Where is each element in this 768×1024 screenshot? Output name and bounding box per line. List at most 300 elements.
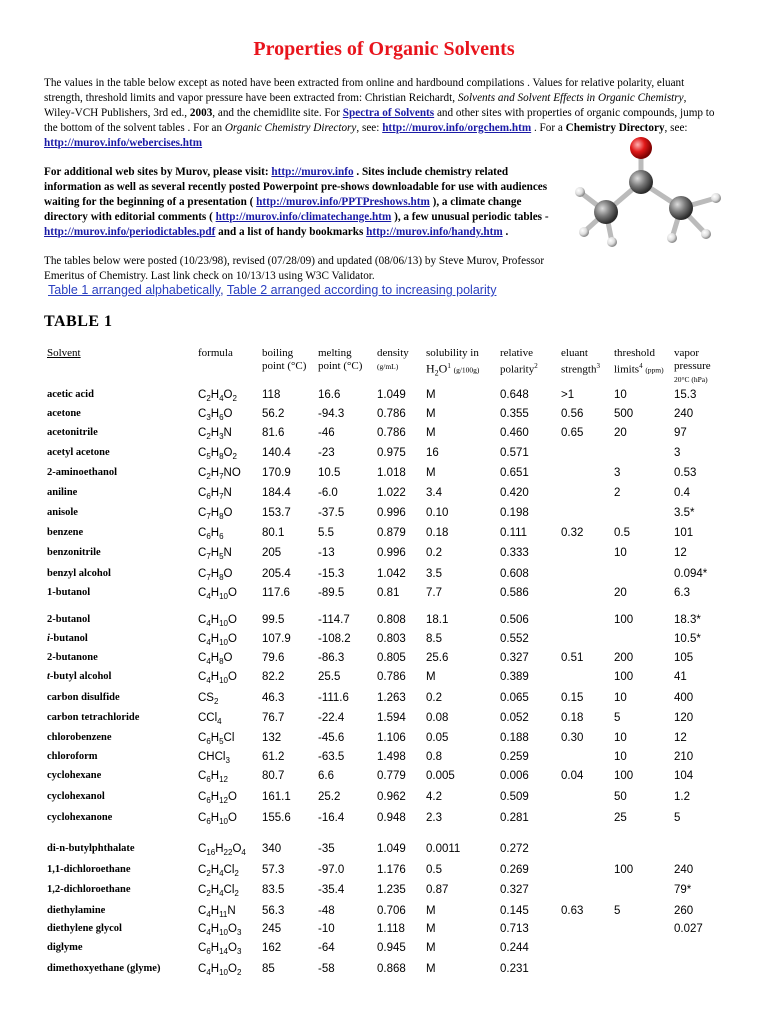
- cell-den: 1.235: [377, 884, 406, 896]
- cell-den: 0.786: [377, 427, 406, 439]
- cell-bp: 161.1: [262, 791, 291, 803]
- cell-elu: 0.32: [561, 527, 584, 539]
- header-vapor-line2: pressure: [674, 360, 711, 372]
- cell-thr: 10: [614, 732, 627, 744]
- periodic-tables-link[interactable]: http://murov.info/periodictables.pdf: [44, 226, 216, 238]
- intro-text-segment: and a list of handy bookmarks: [215, 226, 367, 238]
- table-row: [0, 487, 768, 505]
- cell-thr: 200: [614, 652, 634, 664]
- cell-den: 1.106: [377, 732, 406, 744]
- cell-bp: 118: [262, 389, 281, 401]
- table-title: TABLE 1: [44, 313, 113, 330]
- cell-formula: $C_2H_3N$: [198, 427, 232, 441]
- intro-text-segment: . Sites include chemistry related information as well as several recently posted Powerpoint pre-shows downloadable for use with audiences waiting for the beginning of a presentation (: [44, 166, 548, 208]
- table-row: [0, 905, 768, 923]
- intro-text-segment: , see:: [664, 122, 688, 134]
- header-solvent: Solvent: [47, 347, 81, 359]
- cell-formula: $C_6H_{14}O_3$: [198, 942, 242, 956]
- cell-name: benzyl alcohol: [47, 568, 111, 579]
- cell-bp: 205: [262, 547, 282, 559]
- table-row: [0, 467, 768, 485]
- cell-pol: 0.713: [500, 923, 529, 935]
- cell-formula: $C_7H_5N$: [198, 547, 232, 561]
- cell-vap: 240: [674, 408, 694, 420]
- header-density: [377, 347, 409, 373]
- cell-thr: 20: [614, 587, 627, 599]
- cell-formula: $C_{16}H_{22}O_4$: [198, 843, 246, 857]
- cell-mp: -22.4: [318, 712, 345, 724]
- cell-den: 1.022: [377, 487, 406, 499]
- cell-den: 0.879: [377, 527, 406, 539]
- cell-den: 0.779: [377, 770, 406, 782]
- table-row: [0, 843, 768, 861]
- cell-mp: -86.3: [318, 652, 345, 664]
- cell-formula: $C_4H_{10}O_3$: [198, 923, 242, 937]
- cell-den: 0.948: [377, 812, 406, 824]
- cell-den: 0.803: [377, 633, 406, 645]
- cell-vap: 15.3: [674, 389, 697, 401]
- cell-vap: 5: [674, 812, 681, 824]
- cell-formula: $CS_2$: [198, 692, 219, 706]
- table2-link[interactable]: Table 2 arranged according to increasing polarity: [226, 283, 497, 297]
- header-bp-line2: point (°C): [262, 360, 307, 372]
- cell-name: 1,1-dichloroethane: [47, 864, 131, 875]
- cell-den: 0.808: [377, 614, 406, 626]
- table-row: [0, 614, 768, 632]
- cell-pol: 0.259: [500, 751, 529, 763]
- book-year: 2003: [189, 107, 213, 119]
- cell-thr: 25: [614, 812, 627, 824]
- cell-mp: 10.5: [318, 467, 341, 479]
- cell-sol: 7.7: [426, 587, 442, 599]
- directory-label: Organic Chemistry Directory: [224, 122, 357, 134]
- cell-pol: 0.509: [500, 791, 529, 803]
- link-separator: ,: [220, 283, 227, 297]
- cell-thr: 3: [614, 467, 621, 479]
- cell-bp: 46.3: [262, 692, 285, 704]
- cell-vap: 240: [674, 864, 694, 876]
- cell-den: 1.594: [377, 712, 406, 724]
- chem-directory-label: Chemistry Directory: [565, 122, 665, 134]
- cell-thr: 5: [614, 712, 621, 724]
- cell-formula: $C_3H_6O$: [198, 408, 233, 422]
- cell-mp: 25.2: [318, 791, 341, 803]
- cell-sol: 18.1: [426, 614, 449, 626]
- cell-mp: 6.6: [318, 770, 334, 782]
- cell-den: 0.945: [377, 942, 406, 954]
- cell-bp: 162: [262, 942, 282, 954]
- cell-mp: 25.5: [318, 671, 341, 683]
- cell-mp: -45.6: [318, 732, 345, 744]
- table-row: [0, 671, 768, 689]
- cell-den: 0.786: [377, 671, 406, 683]
- cell-sol: 0.2: [426, 547, 442, 559]
- intro-text-segment: ), a climate change directory with editorial comments (: [44, 196, 522, 223]
- cell-thr: 20: [614, 427, 627, 439]
- table-row: [0, 547, 768, 565]
- cell-formula: $C_4H_{10}O$: [198, 671, 237, 685]
- cell-den: 0.868: [377, 963, 406, 975]
- cell-formula: $C_5H_8O_2$: [198, 447, 237, 461]
- cell-mp: -23: [318, 447, 335, 459]
- intro-text-segment: The values in the table below except as noted have been extracted from online and hardbound compilations . Values for relative polarity, eluant strength, threshold limits and vapor pressure have been extracted from: Christian Reichardt,: [44, 77, 685, 104]
- climate-link[interactable]: http://murov.info/climatechange.htm: [215, 211, 392, 223]
- table-row: [0, 692, 768, 710]
- cell-sol: M: [426, 942, 436, 954]
- cell-thr: 100: [614, 770, 634, 782]
- cell-sol: 0.005: [426, 770, 455, 782]
- murov-link[interactable]: http://murov.info: [271, 166, 354, 178]
- cell-den: 0.81: [377, 587, 400, 599]
- cell-name: t-butyl alcohol: [47, 671, 112, 682]
- cell-name: 1,2-dichloroethane: [47, 884, 131, 895]
- cell-name: carbon tetrachloride: [47, 712, 140, 723]
- cell-elu: 0.15: [561, 692, 584, 704]
- cell-name: acetonitrile: [47, 427, 98, 438]
- cell-thr: 10: [614, 692, 627, 704]
- table-row: [0, 712, 768, 730]
- header-solubility-h: H: [426, 361, 435, 376]
- cell-mp: -94.3: [318, 408, 345, 420]
- cell-pol: 0.244: [500, 942, 529, 954]
- cell-formula: $C_7H_8O$: [198, 507, 233, 521]
- cell-bp: 80.1: [262, 527, 285, 539]
- cell-den: 0.996: [377, 547, 406, 559]
- table-navigation: [48, 283, 496, 297]
- cell-sol: 0.08: [426, 712, 449, 724]
- cell-den: 0.996: [377, 507, 406, 519]
- cell-name: benzonitrile: [47, 547, 101, 558]
- cell-bp: 340: [262, 843, 282, 855]
- cell-elu: >1: [561, 389, 575, 401]
- cell-mp: -6.0: [318, 487, 338, 499]
- cell-name: acetic acid: [47, 389, 94, 400]
- cell-bp: 61.2: [262, 751, 285, 763]
- cell-vap: 0.53: [674, 467, 697, 479]
- header-solubility-o: O: [438, 361, 448, 376]
- cell-formula: $C_7H_8O$: [198, 568, 233, 582]
- cell-name: 1-butanol: [47, 587, 91, 598]
- cell-vap: 12: [674, 732, 687, 744]
- cell-name: anisole: [47, 507, 78, 518]
- cell-pol: 0.065: [500, 692, 529, 704]
- cell-name: 2-butanone: [47, 652, 98, 663]
- header-bp-line1: boiling: [262, 347, 294, 359]
- cell-elu: 0.56: [561, 408, 584, 420]
- cell-bp: 117.6: [262, 587, 290, 599]
- cell-den: 0.962: [377, 791, 406, 803]
- header-polarity-line1: relative: [500, 347, 533, 359]
- cell-formula: $C_4H_8O$: [198, 652, 233, 666]
- cell-mp: -10: [318, 923, 335, 935]
- cell-formula: $C_6H_7N$: [198, 487, 232, 501]
- intro-text-segment: .: [502, 226, 509, 238]
- handy-link[interactable]: http://murov.info/handy.htm: [366, 226, 503, 238]
- cell-elu: 0.18: [561, 712, 584, 724]
- cell-mp: -13: [318, 547, 335, 559]
- cell-sol: 25.6: [426, 652, 449, 664]
- table-row: [0, 427, 768, 445]
- table-row: [0, 751, 768, 769]
- cell-name: diethylene glycol: [47, 923, 122, 934]
- header-formula: formula: [198, 347, 233, 359]
- cell-mp: -35.4: [318, 884, 345, 896]
- cell-pol: 0.420: [500, 487, 529, 499]
- cell-name: 2-butanol: [47, 614, 91, 625]
- intro-text-segment: , and the chemidlite site. For: [212, 107, 343, 119]
- cell-bp: 56.2: [262, 408, 285, 420]
- preshows-link[interactable]: http://murov.info/PPTPreshows.htm: [256, 196, 430, 208]
- intro-text-segment: and other sites with properties of organic compounds, jump to the bottom of the solvent tables . For an: [44, 107, 715, 134]
- cell-vap: 3: [674, 447, 681, 459]
- cell-vap: 3.5*: [674, 507, 695, 519]
- cell-bp: 76.7: [262, 712, 285, 724]
- cell-pol: 0.327: [500, 884, 529, 896]
- cell-mp: -111.6: [318, 692, 349, 704]
- intro-text-segment: , see:: [356, 122, 383, 134]
- cell-formula: $C_4H_{10}O$: [198, 633, 237, 647]
- table-row: [0, 652, 768, 670]
- cell-mp: -58: [318, 963, 335, 975]
- cell-thr: 10: [614, 751, 627, 763]
- spectra-link[interactable]: Spectra of Solvents: [342, 107, 435, 119]
- header-polarity: [500, 347, 538, 377]
- cell-den: 1.118: [377, 923, 405, 935]
- cell-pol: 0.651: [500, 467, 529, 479]
- cell-mp: -89.5: [318, 587, 345, 599]
- cell-pol: 0.460: [500, 427, 529, 439]
- cell-sol: 2.3: [426, 812, 442, 824]
- cell-pol: 0.198: [500, 507, 529, 519]
- table-row: [0, 527, 768, 545]
- webercises-link[interactable]: http://murov.info/webercises.htm: [44, 137, 203, 149]
- cell-pol: 0.052: [500, 712, 529, 724]
- header-solubility: [426, 347, 479, 377]
- cell-formula: $C_6H_{12}$: [198, 770, 228, 784]
- cell-thr: 50: [614, 791, 627, 803]
- cell-pol: 0.586: [500, 587, 529, 599]
- table-row: [0, 923, 768, 941]
- cell-vap: 210: [674, 751, 694, 763]
- intro-text-segment: . For a: [531, 122, 566, 134]
- table-row: [0, 884, 768, 902]
- cell-thr: 0.5: [614, 527, 630, 539]
- cell-name: dimethoxyethane (glyme): [47, 963, 161, 974]
- cell-sol: 0.2: [426, 692, 442, 704]
- cell-den: 0.786: [377, 408, 406, 420]
- cell-pol: 0.111: [500, 527, 528, 539]
- cell-bp: 80.7: [262, 770, 285, 782]
- cell-name: chloroform: [47, 751, 98, 762]
- header-solubility-unit: (g/100g): [453, 365, 480, 375]
- cell-sol: M: [426, 963, 436, 975]
- header-eluant-line1: eluant: [561, 347, 588, 359]
- intro-text-segment: For additional web sites by Murov, please visit:: [44, 166, 272, 178]
- cell-name: carbon disulfide: [47, 692, 120, 703]
- cell-vap: 104: [674, 770, 694, 782]
- header-vapor-line1: vapor: [674, 347, 700, 359]
- cell-formula: $C_4H_{10}O$: [198, 614, 237, 628]
- cell-pol: 0.608: [500, 568, 529, 580]
- header-vapor-unit: 20°C (hPa): [674, 375, 708, 384]
- cell-name: benzene: [47, 527, 84, 538]
- cell-pol: 0.006: [500, 770, 529, 782]
- cell-name: i-butanol: [47, 633, 88, 644]
- cell-name: cyclohexanol: [47, 791, 105, 802]
- book-title: Solvents and Solvent Effects in Organic Chemistry: [457, 92, 684, 104]
- cell-name: di-n-butylphthalate: [47, 843, 135, 854]
- cell-thr: 100: [614, 671, 634, 683]
- cell-bp: 82.2: [262, 671, 285, 683]
- cell-den: 1.042: [377, 568, 406, 580]
- cell-sol: 4.2: [426, 791, 442, 803]
- cell-bp: 99.5: [262, 614, 285, 626]
- header-mp-line2: point (°C): [318, 360, 363, 372]
- cell-vap: 79*: [674, 884, 692, 896]
- cell-mp: 5.5: [318, 527, 334, 539]
- cell-bp: 57.3: [262, 864, 285, 876]
- cell-bp: 85: [262, 963, 275, 975]
- cell-thr: 100: [614, 864, 634, 876]
- header-mp: [318, 347, 362, 373]
- header-threshold-unit: (ppm): [645, 365, 664, 375]
- cell-name: diglyme: [47, 942, 83, 953]
- cell-pol: 0.327: [500, 652, 529, 664]
- cell-mp: -97.0: [318, 864, 345, 876]
- cell-formula: $C_2H_7NO$: [198, 467, 241, 481]
- cell-den: 0.706: [377, 905, 406, 917]
- header-eluant-line2: strength: [561, 363, 597, 376]
- cell-den: 1.176: [377, 864, 406, 876]
- header-eluant-sup: 3: [596, 362, 600, 370]
- table-row: [0, 942, 768, 960]
- table-row: [0, 568, 768, 586]
- cell-sol: 3.5: [426, 568, 442, 580]
- cell-name: acetone: [47, 408, 81, 419]
- table-row: [0, 587, 768, 605]
- cell-den: 1.263: [377, 692, 406, 704]
- cell-mp: -46: [318, 427, 335, 439]
- cell-pol: 0.272: [500, 843, 529, 855]
- cell-formula: $C_6H_{12}O$: [198, 791, 237, 805]
- cell-pol: 0.389: [500, 671, 529, 683]
- cell-thr: 500: [614, 408, 634, 420]
- cell-vap: 41: [674, 671, 687, 683]
- cell-vap: 0.094*: [674, 568, 708, 580]
- table-row: [0, 812, 768, 830]
- cell-formula: $C_4H_{10}O$: [198, 587, 237, 601]
- cell-den: 1.049: [377, 843, 406, 855]
- cell-bp: 170.9: [262, 467, 291, 479]
- cell-bp: 81.6: [262, 427, 285, 439]
- cell-vap: 12: [674, 547, 687, 559]
- cell-formula: $C_4H_{10}O_2$: [198, 963, 242, 977]
- table-row: [0, 408, 768, 426]
- cell-elu: 0.65: [561, 427, 584, 439]
- cell-name: aniline: [47, 487, 78, 498]
- cell-den: 0.975: [377, 447, 406, 459]
- cell-vap: 105: [674, 652, 694, 664]
- cell-mp: -15.3: [318, 568, 345, 580]
- cell-elu: 0.04: [561, 770, 584, 782]
- cell-pol: 0.571: [500, 447, 529, 459]
- table-row: [0, 963, 768, 981]
- cell-mp: -114.7: [318, 614, 350, 626]
- cell-bp: 83.5: [262, 884, 285, 896]
- cell-name: diethylamine: [47, 905, 106, 916]
- cell-pol: 0.552: [500, 633, 529, 645]
- cell-sol: M: [426, 671, 436, 683]
- table-row: [0, 791, 768, 809]
- cell-formula: $C_6H_5Cl$: [198, 732, 235, 746]
- cell-pol: 0.506: [500, 614, 529, 626]
- table-row: [0, 507, 768, 525]
- cell-sol: 0.5: [426, 864, 442, 876]
- cell-bp: 184.4: [262, 487, 291, 499]
- cell-mp: -16.4: [318, 812, 345, 824]
- cell-mp: -48: [318, 905, 335, 917]
- header-mp-line1: melting: [318, 347, 352, 359]
- cell-sol: 3.4: [426, 487, 442, 499]
- table-row: [0, 633, 768, 651]
- cell-formula: $C_4H_{11}N$: [198, 905, 236, 919]
- cell-bp: 153.7: [262, 507, 291, 519]
- cell-pol: 0.231: [500, 963, 529, 975]
- cell-sol: M: [426, 427, 436, 439]
- cell-vap: 0.027: [674, 923, 703, 935]
- cell-formula: $C_2H_4Cl_2$: [198, 864, 239, 878]
- table-row: [0, 389, 768, 407]
- header-solubility-sup: 1: [447, 362, 451, 370]
- cell-name: acetyl acetone: [47, 447, 110, 458]
- cell-mp: -63.5: [318, 751, 345, 763]
- cell-sol: 0.18: [426, 527, 449, 539]
- cell-bp: 140.4: [262, 447, 291, 459]
- cell-formula: $C_2H_4Cl_2$: [198, 884, 239, 898]
- header-vapor: [674, 347, 711, 386]
- header-density-line1: density: [377, 347, 409, 359]
- table-header: [0, 346, 768, 391]
- cell-pol: 0.269: [500, 864, 529, 876]
- cell-sol: 0.05: [426, 732, 449, 744]
- cell-vap: 400: [674, 692, 694, 704]
- cell-sol: 0.8: [426, 751, 442, 763]
- table1-link[interactable]: Table 1 arranged alphabetically: [48, 283, 221, 297]
- cell-bp: 79.6: [262, 652, 285, 664]
- cell-vap: 0.4: [674, 487, 690, 499]
- header-threshold: [614, 347, 664, 377]
- cell-bp: 107.9: [262, 633, 291, 645]
- cell-pol: 0.281: [500, 812, 529, 824]
- cell-mp: -64: [318, 942, 335, 954]
- cell-mp: -35: [318, 843, 335, 855]
- cell-vap: 260: [674, 905, 694, 917]
- cell-elu: 0.63: [561, 905, 584, 917]
- cell-sol: M: [426, 408, 436, 420]
- cell-mp: -108.2: [318, 633, 351, 645]
- cell-den: 1.498: [377, 751, 406, 763]
- cell-pol: 0.145: [500, 905, 529, 917]
- cell-pol: 0.333: [500, 547, 529, 559]
- cell-formula: CHCl$_3$: [198, 751, 230, 765]
- table-row: [0, 447, 768, 465]
- header-bp: [262, 347, 306, 373]
- cell-bp: 132: [262, 732, 282, 744]
- cell-vap: 101: [674, 527, 694, 539]
- orgchem-link[interactable]: http://murov.info/orgchem.htm: [382, 122, 532, 134]
- cell-elu: 0.51: [561, 652, 584, 664]
- cell-name: cyclohexane: [47, 770, 102, 781]
